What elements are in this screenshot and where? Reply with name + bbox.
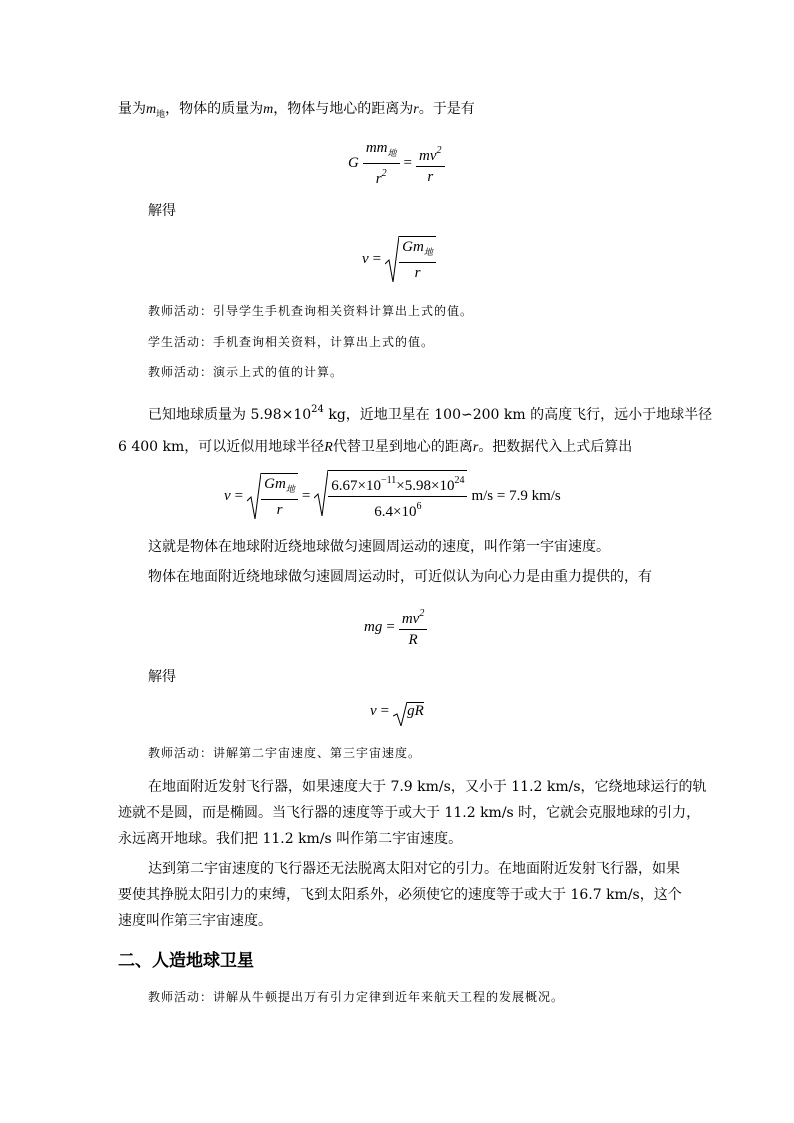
denominator: R xyxy=(408,632,418,648)
sqrt-icon xyxy=(314,470,467,522)
solve-label-1: 解得 xyxy=(148,203,176,219)
equals-sign: = xyxy=(301,487,311,504)
numerator: 6.67×10 xyxy=(331,478,382,494)
superscript: 2 xyxy=(381,168,387,179)
radicand: gR xyxy=(407,703,424,719)
var-m-earth: m xyxy=(146,102,157,117)
second-cosmic-line-2: 迹就不是圆，而是椭圆。当飞行器的速度等于或大于 11.2 km/s 时，它就会克服地球的引力， xyxy=(118,805,701,821)
numerator: Gm xyxy=(264,475,286,492)
numerator: Gm xyxy=(402,239,424,255)
text-segment: 已知地球质量为 5.98×10 xyxy=(148,407,312,423)
third-cosmic-line-2: 要使其挣脱太阳引力的束缚，飞到太阳系外，必须使它的速度等于或大于 16.7 km/s，这个 xyxy=(118,887,682,903)
earth-mass-line xyxy=(148,404,712,424)
third-cosmic-line-3: 速度叫作第三宇宙速度。 xyxy=(118,913,272,929)
var-v: v xyxy=(362,251,369,267)
superscript: 2 xyxy=(419,608,425,619)
denominator: r xyxy=(414,265,421,281)
third-cosmic-line-1: 达到第二宇宙速度的飞行器还无法脱离太阳对它的引力。在地面附近发射飞行器，如果 xyxy=(148,861,680,877)
numerator: mv xyxy=(401,611,420,627)
equals-sign: = xyxy=(372,251,382,267)
text-segment: kg，近地卫星在 100∽200 km 的高度飞行，远小于地球半径 xyxy=(323,407,713,423)
lhs: mg xyxy=(364,618,383,635)
var-v: v xyxy=(224,487,231,504)
first-cosmic-velocity-text: 这就是物体在地球附近绕地球做匀速圆周运动的速度，叫作第一宇宙速度。 xyxy=(148,539,610,555)
section-heading: 二、人造地球卫星 xyxy=(118,951,254,971)
student-activity-1: 学生活动：手机查询相关资料，计算出上式的值。 xyxy=(148,335,435,349)
equals-sign: = xyxy=(380,702,390,719)
teacher-activity-3: 教师活动：讲解第二宇宙速度、第三宇宙速度。 xyxy=(148,746,422,760)
teacher-activity-2: 教师活动：演示上式的值的计算。 xyxy=(148,365,344,379)
teacher-activity-4: 教师活动：讲解从牛顿提出万有引力定律到近年来航天工程的发展概况。 xyxy=(148,990,565,1004)
intro-line xyxy=(118,98,475,120)
fraction xyxy=(399,604,428,650)
var-m: m xyxy=(263,102,274,117)
subscript: 地 xyxy=(423,247,433,257)
var-R: R xyxy=(324,440,333,455)
equation-mg xyxy=(364,604,427,650)
sqrt-icon xyxy=(247,473,298,520)
sqrt-icon xyxy=(393,702,424,720)
solve-label-2: 解得 xyxy=(148,669,176,685)
second-cosmic-line-3: 永远离开地球。我们把 11.2 km/s 叫作第二宇宙速度。 xyxy=(118,831,463,847)
result-value: m/s = 7.9 km/s xyxy=(471,487,561,504)
numerator: ×5.98×10 xyxy=(396,478,455,494)
second-cosmic-line-1: 在地面附近发射飞行器，如果速度大于 7.9 km/s，又小于 11.2 km/s，它绕地球运行的轨 xyxy=(148,779,707,795)
superscript: 2 xyxy=(436,144,442,156)
text-segment: 代替卫星到地心的距离 xyxy=(332,439,473,455)
denominator: r xyxy=(276,501,283,518)
equation-first-cosmic xyxy=(224,470,561,522)
denominator: r xyxy=(375,171,382,187)
superscript: −11 xyxy=(381,475,397,486)
text-segment: ，物体与地心的距离为 xyxy=(273,101,414,117)
equals-sign: = xyxy=(234,487,244,504)
superscript: 24 xyxy=(311,404,324,415)
superscript: 24 xyxy=(454,475,465,486)
radius-line xyxy=(118,436,632,456)
var-v: v xyxy=(370,702,377,719)
text-segment: 量为 xyxy=(118,101,146,117)
superscript: 6 xyxy=(416,501,422,512)
equation-sqrt-gR xyxy=(370,702,424,720)
var-r: r xyxy=(413,102,419,117)
equation-velocity xyxy=(362,236,436,283)
gravity-centripetal-text: 物体在地面附近绕地球做匀速圆周运动时，可近似认为向心力是由重力提供的，有 xyxy=(148,569,652,585)
equation-gravity xyxy=(348,138,445,189)
subscript: 地 xyxy=(156,110,166,120)
var-G: G xyxy=(348,155,359,171)
numerator: mm xyxy=(365,140,388,156)
equals-sign: = xyxy=(386,618,395,635)
text-segment: 。把数据代入上式后算出 xyxy=(478,439,633,455)
denominator: 6.4×10 xyxy=(374,504,417,520)
text-segment: 6 400 km，可以近似用地球半径 xyxy=(118,439,325,455)
text-segment: 。于是有 xyxy=(418,101,475,117)
var-r: r xyxy=(472,440,479,455)
fraction xyxy=(416,141,445,187)
sqrt-icon xyxy=(385,236,436,283)
denominator: r xyxy=(427,168,434,185)
subscript: 地 xyxy=(387,148,397,158)
fraction xyxy=(363,138,400,189)
text-segment: ，物体的质量为 xyxy=(165,101,264,117)
teacher-activity-1: 教师活动：引导学生手机查询相关资料计算出上式的值。 xyxy=(148,304,474,318)
subscript: 地 xyxy=(285,483,295,494)
equals-sign: = xyxy=(403,155,412,171)
numerator: mv xyxy=(419,147,437,164)
